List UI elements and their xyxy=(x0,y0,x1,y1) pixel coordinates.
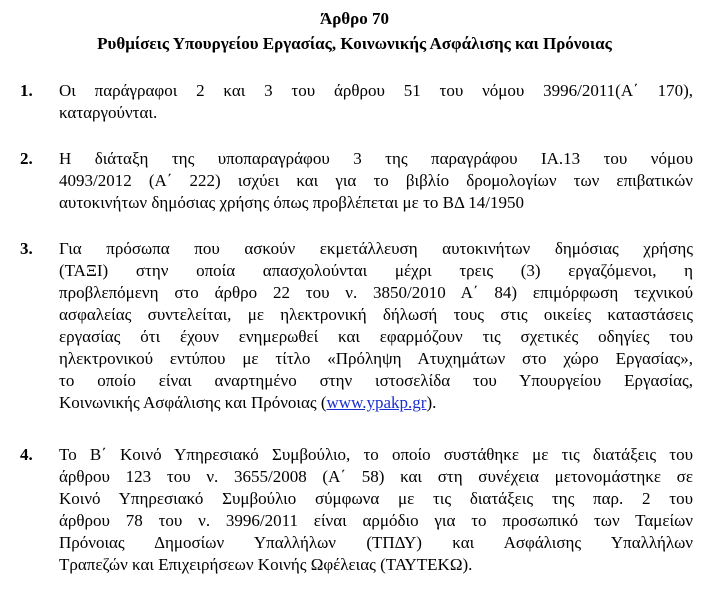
paragraph-number: 4. xyxy=(20,445,33,464)
ministry-website-link[interactable]: www.ypakp.gr xyxy=(326,393,427,412)
text-line: 4093/2012 (Α΄ 222) ισχύει και για το βιβλίο δρομολογίων των επιβατικών xyxy=(59,171,693,190)
paragraph-text xyxy=(59,80,693,124)
paragraph-text xyxy=(59,148,693,214)
paragraph-number: 3. xyxy=(20,239,33,258)
text-line: Το Β΄ Κοινό Υπηρεσιακό Συμβούλιο, το οποίο συστάθηκε με τις διατάξεις του xyxy=(59,445,693,464)
text-line: Πρόνοιας Δημοσίων Υπαλλήλων (ΤΠΔΥ) και Ασφάλισης Υπαλλήλων xyxy=(59,533,693,552)
text-line: ηλεκτρονικού εντύπου με τίτλο «Πρόληψη Ατυχημάτων στο χώρο Εργασίας», xyxy=(59,349,693,368)
text-line: Τραπεζών και Επιχειρήσεων Κοινής Ωφέλειας (ΤΑΥΤΕΚΩ). xyxy=(59,555,473,574)
article-subtitle: Ρυθμίσεις Υπουργείου Εργασίας, Κοινωνικής Ασφάλισης και Πρόνοιας xyxy=(97,34,612,53)
paragraph-number: 1. xyxy=(20,81,33,100)
text-line: αυτοκινήτων δημόσιας χρήσης όπως προβλέπεται με το ΒΔ 14/1950 xyxy=(59,193,524,212)
text-line: Κοινό Υπηρεσιακό Συμβούλιο σύμφωνα με τις διατάξεις της παρ. 2 του xyxy=(59,489,693,508)
paragraph-text xyxy=(59,238,693,414)
text-line: Οι παράγραφοι 2 και 3 του άρθρου 51 του νόμου 3996/2011(Α΄ 170), xyxy=(59,81,693,100)
text-line: Η διάταξη της υποπαραγράφου 3 της παραγράφου ΙΑ.13 του νόμου xyxy=(59,149,693,168)
text-fragment: Κοινωνικής Ασφάλισης και Πρόνοιας ( xyxy=(59,393,327,412)
paragraph-text xyxy=(59,444,693,576)
text-line: Για πρόσωπα που ασκούν εκμετάλλευση αυτοκινήτων δημόσιας χρήσης xyxy=(59,239,693,258)
text-line: (ΤΑΞΙ) στην οποία απασχολούνται μέχρι τρεις (3) εργαζόμενοι, η xyxy=(59,261,693,280)
text-line: προβλεπόμενη στο άρθρο 22 του ν. 3850/2010 Α΄ 84) επιμόρφωση τεχνικού xyxy=(59,283,693,302)
text-line xyxy=(59,392,693,414)
text-line: το οποίο είναι αναρτημένο στην ιστοσελίδα του Υπουργείου Εργασίας, xyxy=(59,371,693,390)
paragraph-number: 2. xyxy=(20,149,33,168)
text-line: εργασίας ότι έχουν ενημερωθεί και εφαρμόζουν τις σχετικές οδηγίες του xyxy=(59,327,693,346)
text-line: καταργούνται. xyxy=(59,103,158,122)
text-line: ασφαλείας συντελείται, με ηλεκτρονική δήλωσή τους στις οικείες καταστάσεις xyxy=(59,305,693,324)
article-title: Άρθρο 70 xyxy=(319,9,390,28)
text-line: άρθρου 123 του ν. 3655/2008 (Α΄ 58) και στη συνέχεια μετονομάστηκε σε xyxy=(59,467,693,486)
text-line: άρθρου 78 του ν. 3996/2011 είναι αρμόδιο για το προσωπικό των Ταμείων xyxy=(59,511,693,530)
text-fragment: ). xyxy=(426,393,437,412)
